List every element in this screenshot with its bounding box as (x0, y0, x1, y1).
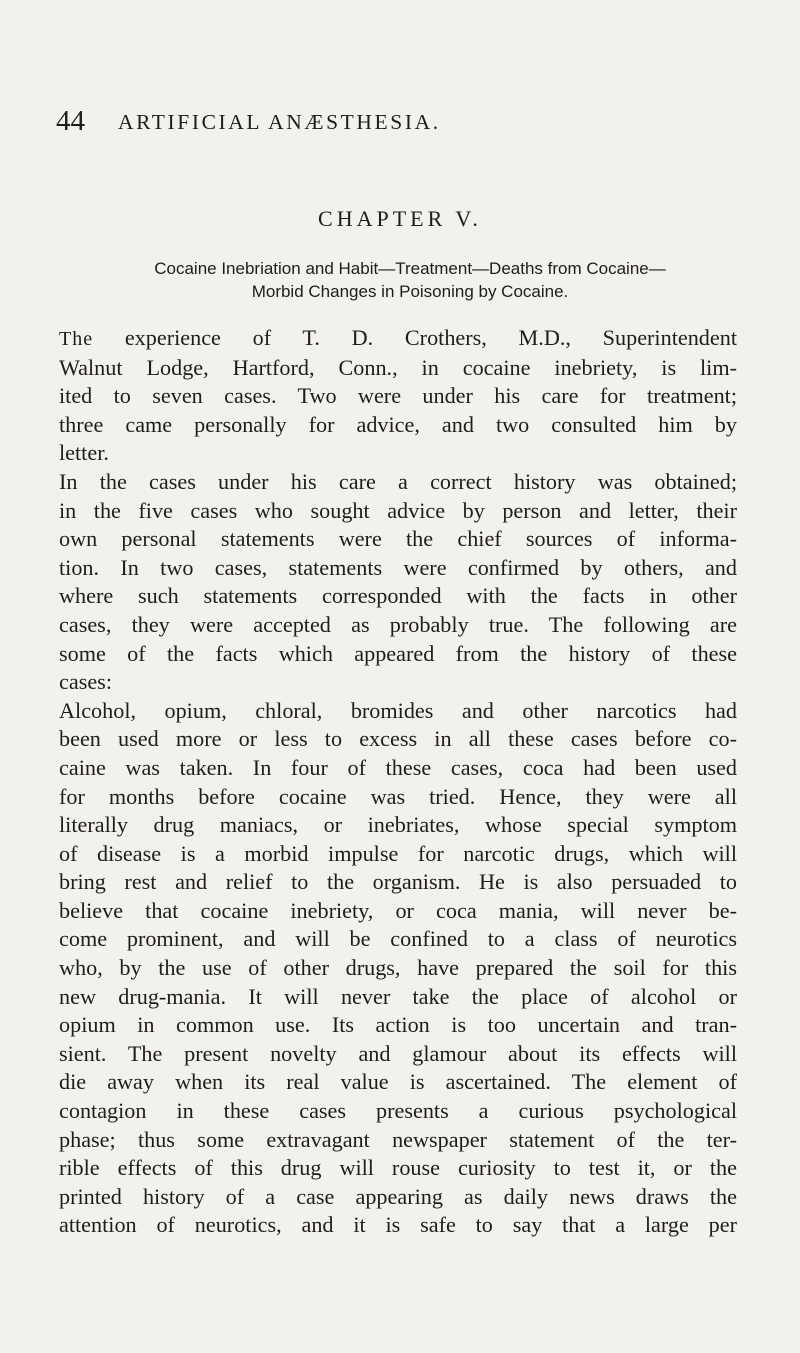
text-line: in the five cases who sought advice by person and letter, their (59, 497, 737, 523)
synopsis-line: Morbid Changes in Poisoning by Cocaine. (251, 282, 569, 301)
body-text (59, 324, 737, 1240)
text-line: believe that cocaine inebriety, or coca mania, will never be- (59, 897, 737, 923)
text-line: for months before cocaine was tried. Hence, they were all (59, 783, 737, 809)
first-line-rest: experience of T. D. Crothers, M.D., Superintendent (93, 325, 737, 350)
text-line: new drug-mania. It will never take the place of alcohol or (59, 983, 737, 1009)
text-line: cases: (59, 669, 112, 695)
text-line: who, by the use of other drugs, have prepared the soil for this (59, 955, 737, 981)
text-line: tion. In two cases, statements were confirmed by others, and (59, 554, 737, 580)
text-line: been used more or less to excess in all these cases before co- (59, 726, 737, 752)
text-line: Walnut Lodge, Hartford, Conn., in cocaine inebriety, is lim- (59, 354, 737, 380)
text-line: rible effects of this drug will rouse curiosity to test it, or the (59, 1155, 737, 1181)
text-line: opium in common use. Its action is too uncertain and tran- (59, 1012, 737, 1038)
text-line: letter. (59, 440, 109, 466)
synopsis-line: Cocaine Inebriation and Habit—Treatment—Deaths from Cocaine— (154, 259, 666, 278)
text-line: In the cases under his care a correct history was obtained; (59, 468, 737, 494)
lead-word-small-caps: The (59, 328, 94, 350)
text-line: literally drug maniacs, or inebriates, whose special symptom (59, 812, 737, 838)
chapter-heading: CHAPTER V. (318, 206, 482, 231)
text-line: ited to seven cases. Two were under his care for treatment; (59, 383, 737, 409)
text-line: of disease is a morbid impulse for narcotic drugs, which will (59, 840, 737, 866)
text-line: attention of neurotics, and it is safe to say that a large per (59, 1212, 737, 1238)
text-line: come prominent, and will be confined to a class of neurotics (59, 926, 737, 952)
text-line: where such statements corresponded with the facts in other (59, 583, 737, 609)
running-title: ARTIFICIAL ANÆSTHESIA. (118, 110, 441, 134)
chapter-synopsis (92, 257, 728, 303)
text-line: phase; thus some extravagant newspaper statement of the ter- (59, 1126, 737, 1152)
text-line: three came personally for advice, and two consulted him by (59, 411, 737, 437)
text-line: bring rest and relief to the organism. He is also persuaded to (59, 869, 737, 895)
text-line: contagion in these cases presents a curious psychological (59, 1098, 737, 1124)
page-number: 44 (56, 105, 85, 137)
paragraph-1-first-line (59, 324, 737, 354)
text-line: caine was taken. In four of these cases, coca had been used (59, 754, 737, 780)
running-head (56, 104, 746, 138)
text-line: die away when its real value is ascertained. The element of (59, 1069, 737, 1095)
text-line: some of the facts which appeared from the history of these (59, 640, 737, 666)
text-line: printed history of a case appearing as daily news draws the (59, 1183, 737, 1209)
text-line: Alcohol, opium, chloral, bromides and other narcotics had (59, 697, 737, 723)
text-line: sient. The present novelty and glamour about its effects will (59, 1040, 737, 1066)
text-line: cases, they were accepted as probably true. The following are (59, 611, 737, 637)
text-line: own personal statements were the chief sources of informa- (59, 526, 737, 552)
